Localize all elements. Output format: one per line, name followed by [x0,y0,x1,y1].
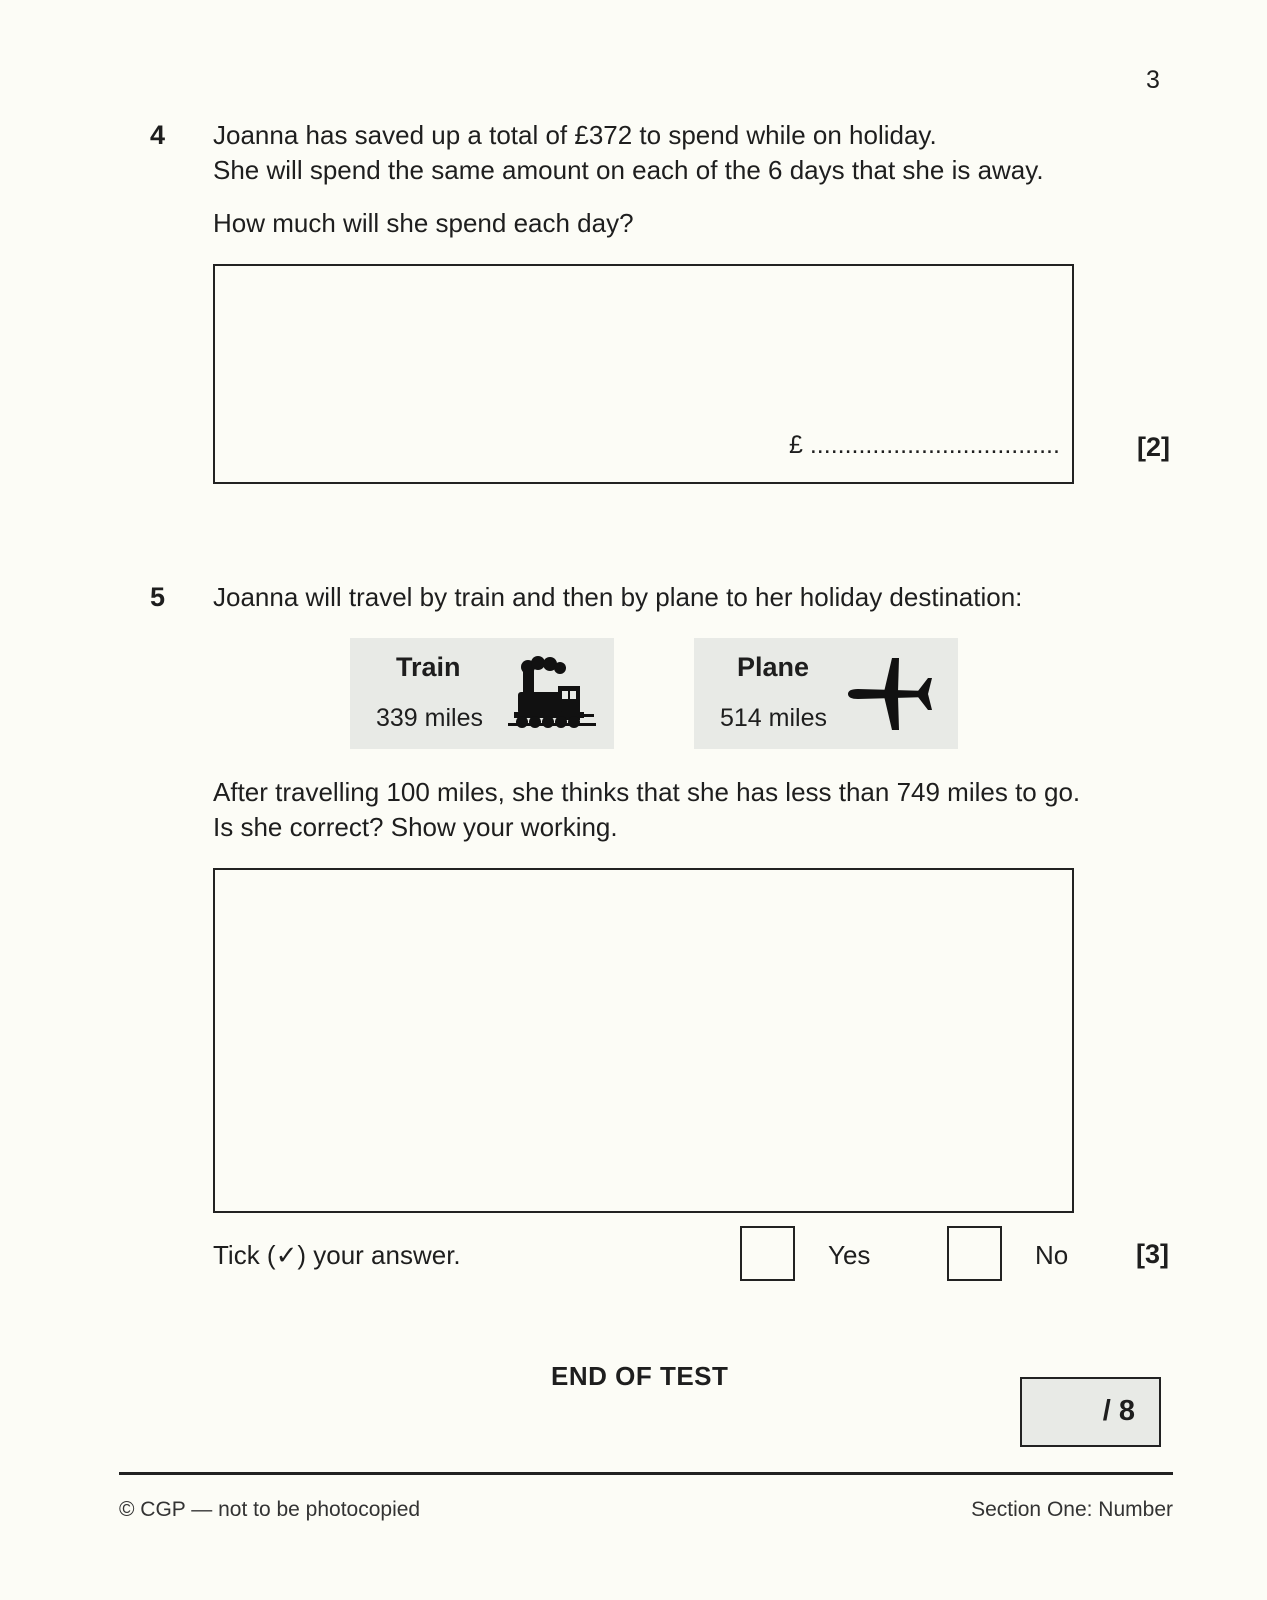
yes-checkbox[interactable] [740,1226,795,1281]
plane-card-title: Plane [737,652,810,682]
pound-sign: £ [789,431,803,459]
end-of-test-heading: END OF TEST [551,1361,729,1391]
yes-label: Yes [828,1240,871,1270]
question-5-line-1: After travelling 100 miles, she thinks that she has less than 749 miles to go. [213,777,1081,807]
no-checkbox[interactable] [947,1226,1002,1281]
question-4-answer-line[interactable] [789,431,1060,460]
question-5-number: 5 [150,582,166,612]
footer-divider [119,1472,1173,1475]
tick-prompt: Tick (✓) your answer. [213,1240,461,1270]
plane-card [694,638,958,749]
question-5-intro: Joanna will travel by train and then by plane to her holiday destination: [213,582,1023,612]
train-card-value: 339 miles [376,704,483,732]
score-box[interactable] [1020,1377,1161,1447]
no-label: No [1035,1240,1069,1270]
question-4-line-1: Joanna has saved up a total of £372 to spend while on holiday. [213,120,937,150]
plane-icon [844,656,932,732]
question-4-number: 4 [150,120,166,150]
plane-card-value: 514 miles [720,704,827,732]
train-card-title: Train [396,652,461,682]
question-5-marks: [3] [1136,1239,1169,1269]
question-5-working-box[interactable] [213,868,1074,1213]
question-5-line-2: Is she correct? Show your working. [213,812,618,842]
score-total: / 8 [1102,1395,1135,1427]
footer-section: Section One: Number [971,1498,1173,1521]
page-number: 3 [1146,66,1160,94]
train-icon [508,656,596,732]
question-4-line-2: She will spend the same amount on each of the 6 days that she is away. [213,155,1044,185]
question-4-answer-box[interactable] [213,264,1074,484]
footer-copyright: © CGP — not to be photocopied [119,1498,421,1521]
train-card [350,638,614,749]
question-4-prompt: How much will she spend each day? [213,208,634,238]
question-4-marks: [2] [1137,432,1170,462]
answer-dots: .................................... [809,431,1060,459]
